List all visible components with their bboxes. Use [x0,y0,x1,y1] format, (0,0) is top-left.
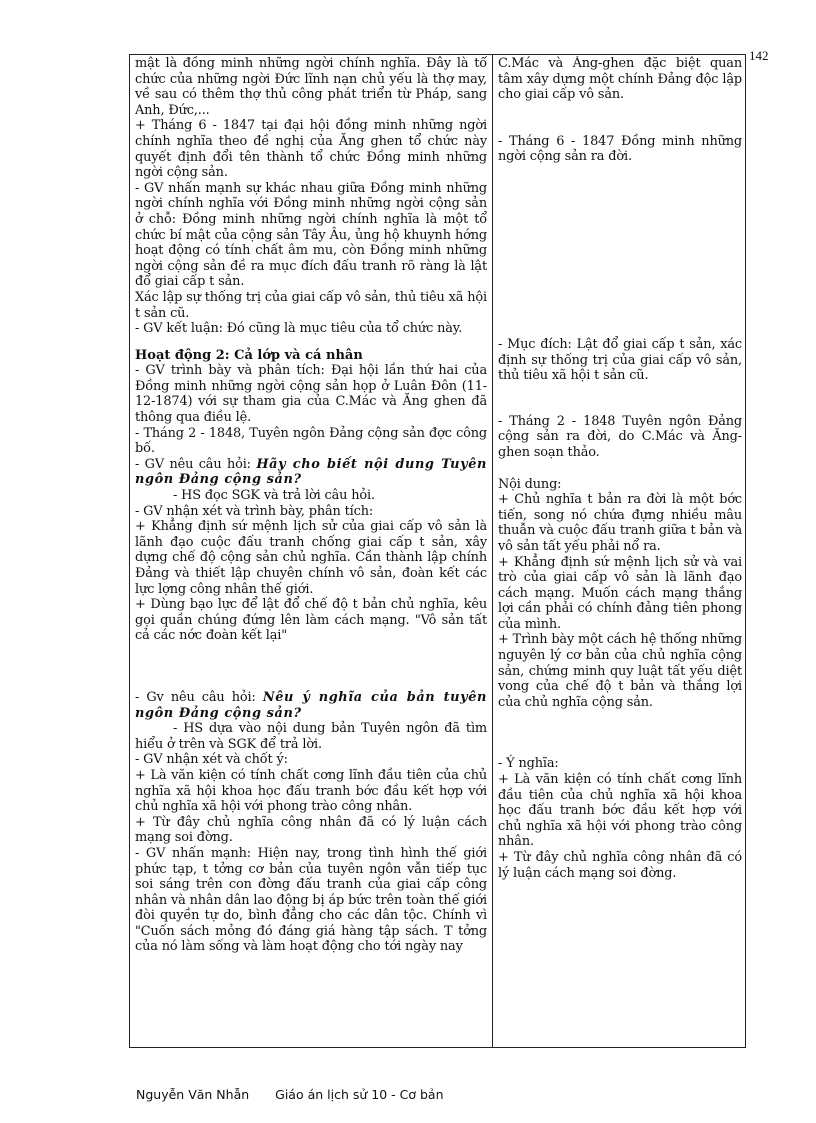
footer-author: Nguyễn Văn Nhẫn [136,1087,250,1102]
column-divider [492,54,493,1048]
paragraph: + Tháng 6 - 1847 tại đại hội đồng minh những ngời chính nghĩa theo đề nghị của Ăng ghen tổ chức này quyết định đổi tên thành tổ chức Đồng minh những ngời cộng sản. [135,118,487,181]
paragraph: - Tháng 2 - 1848, Tuyên ngôn Đảng cộng sản đợc công bố. [135,425,487,457]
paragraph: C.Mác và Ăng-ghen đặc biệt quan tâm xây dựng một chính Đảng độc lập cho giai cấp vô sản. [498,56,742,103]
paragraph: + Chủ nghĩa t bản ra đời là một bớc tiến, song nó chứa đựng nhiều mâu thuẫn và cuộc đấu tranh giữa t bản và vô sản tất yếu phải nổ ra. [498,492,742,554]
teacher-activity-column [135,56,487,1046]
paragraph: - GV nhận xét và chốt ý: [135,752,288,768]
paragraph: + Trình bày một cách hệ thống những nguyên lý cơ bản của chủ nghĩa cộng sản, chứng minh quy luật tất yếu diệt vong của chế độ t bản và thắng lợi của chủ nghĩa cộng sản. [498,632,742,710]
paragraph: + Là văn kiện có tính chất cơng lĩnh đầu tiên của chủ nghĩa xã hội khoa học đấu tranh bớc đầu kết hợp với chủ nghĩa xã hội với phong trào công nhân. [135,767,487,815]
page-number: 142 [749,48,769,63]
paragraph: + Là văn kiện có tính chất cơng lĩnh đầu tiên của chủ nghĩa xã hội khoa học đấu tranh bớc đầu kết hợp với chủ nghĩa xã hội với phong trào công nhân. [498,772,742,850]
paragraph: - GV kết luận: Đó cũng là mục tiêu của tổ chức này. [135,321,463,337]
paragraph: + Từ đây chủ nghĩa công nhân đã có lý luận cách mạng soi đờng. [135,814,487,846]
paragraph: mật là đồng minh những ngời chính nghĩa. Đây là tổ chức của những ngời Đức lĩnh nạn chủ yếu là thợ may, về sau có thêm thợ thủ công phát triển từ Pháp, sang Anh, Đức,... [135,56,487,118]
page-footer [136,1087,466,1102]
paragraph: - Mục đích: Lật đổ giai cấp t sản, xác định sự thống trị của giai cấp vô sản, thủ tiêu xã hội t sản cũ. [498,336,742,384]
paragraph: - GV trình bày và phân tích: Đại hội lần thứ hai của Đồng minh những ngời cộng sản họp ở Luân Đôn (11-12-1874) với sự tham gia của C.Mác và Ăng ghen đã thông qua điều lệ. [135,363,487,426]
question-prefix: - GV nêu câu hỏi: [135,456,257,472]
footer-title: Giáo án lịch sử 10 - Cơ bản [275,1087,444,1102]
question-paragraph [135,690,487,721]
paragraph: - GV nhấn mạnh sự khác nhau giữa Đồng minh những ngời chính nghĩa với Đồng minh những ngời cộng sản ở chỗ: Đồng minh những ngời chính nghĩa là một tổ chức bí mật của cộng sản Tây Âu, ủng hộ khuynh hớng hoạt động có tính chất âm mu, còn Đồng minh những ngời cộng sản đề ra mục đích đấu tranh rõ ràng là lật đổ giai cấp t sản. [135,180,487,290]
activity-heading: Hoạt động 2: Cả lớp và cá nhân [135,347,363,363]
paragraph: + Khẳng định sứ mệnh lịch sử và vai trò của giai cấp vô sản là lãnh đạo cách mạng. Muốn cách mạng thắng lợi cần phải có chính đảng tiên phong của mình. [498,554,742,632]
question-text: Hãy cho biết nội dung Tuyên ngôn Đảng cộng sản? [135,456,487,488]
question-text: Nêu ý nghĩa của bản tuyên ngôn Đảng cộng sản? [135,689,487,721]
paragraph: - GV nhấn mạnh: Hiện nay, trong tình hình thế giới phức tạp, t tởng cơ bản của tuyên ngôn vẫn tiếp tục soi sáng trên con đờng đấu tranh của giai cấp công nhân và nhân dân lao động bị áp bức trên toàn thế giới đòi quyền tự do, bình đẳng cho các dân tộc. Chính vì "Cuốn sách mỏng đó đáng giá hàng tập sách. T tởng của nó làm sống và làm hoạt động cho tới ngày nay [135,845,487,955]
paragraph: - HS dựa vào nội dung bản Tuyên ngôn đã tìm hiểu ở trên và SGK để trả lời. [135,721,487,752]
paragraph: - HS đọc SGK và trả lời câu hỏi. [173,488,375,504]
section-label: Nội dung: [498,476,562,492]
paragraph: - Tháng 2 - 1848 Tuyên ngôn Đảng cộng sản ra đời, do C.Mác và Ăng-ghen soạn thảo. [498,413,742,460]
paragraph: - GV nhận xét và trình bày, phân tích: [135,503,374,519]
paragraph: - Tháng 6 - 1847 Đồng minh những ngời cộng sản ra đời. [498,133,742,165]
paragraph: + Dùng bạo lực để lật đổ chế độ t bản chủ nghĩa, kêu gọi quần chúng đứng lên làm cách mạng. "Vô sản tất cả các nớc đoàn kết lại" [135,597,487,644]
paragraph: + Khẳng định sứ mệnh lịch sử của giai cấp vô sản là lãnh đạo cuộc đấu tranh chống giai cấp t sản, xây dựng chế độ cộng sản chủ nghĩa. Cần thành lập chính Đảng và thiết lập chuyên chính vô sản, đoàn kết các lực lợng công nhân thế giới. [135,519,487,597]
question-prefix: - Gv nêu câu hỏi: [135,689,263,705]
paragraph: Xác lập sự thống trị của giai cấp vô sản, thủ tiêu xã hội t sản cũ. [135,289,487,321]
paragraph: + Từ đây chủ nghĩa công nhân đã có lý luận cách mạng soi đờng. [498,850,742,881]
knowledge-column [498,56,742,1046]
section-label: - Ý nghĩa: [498,756,559,772]
question-paragraph [135,457,487,488]
